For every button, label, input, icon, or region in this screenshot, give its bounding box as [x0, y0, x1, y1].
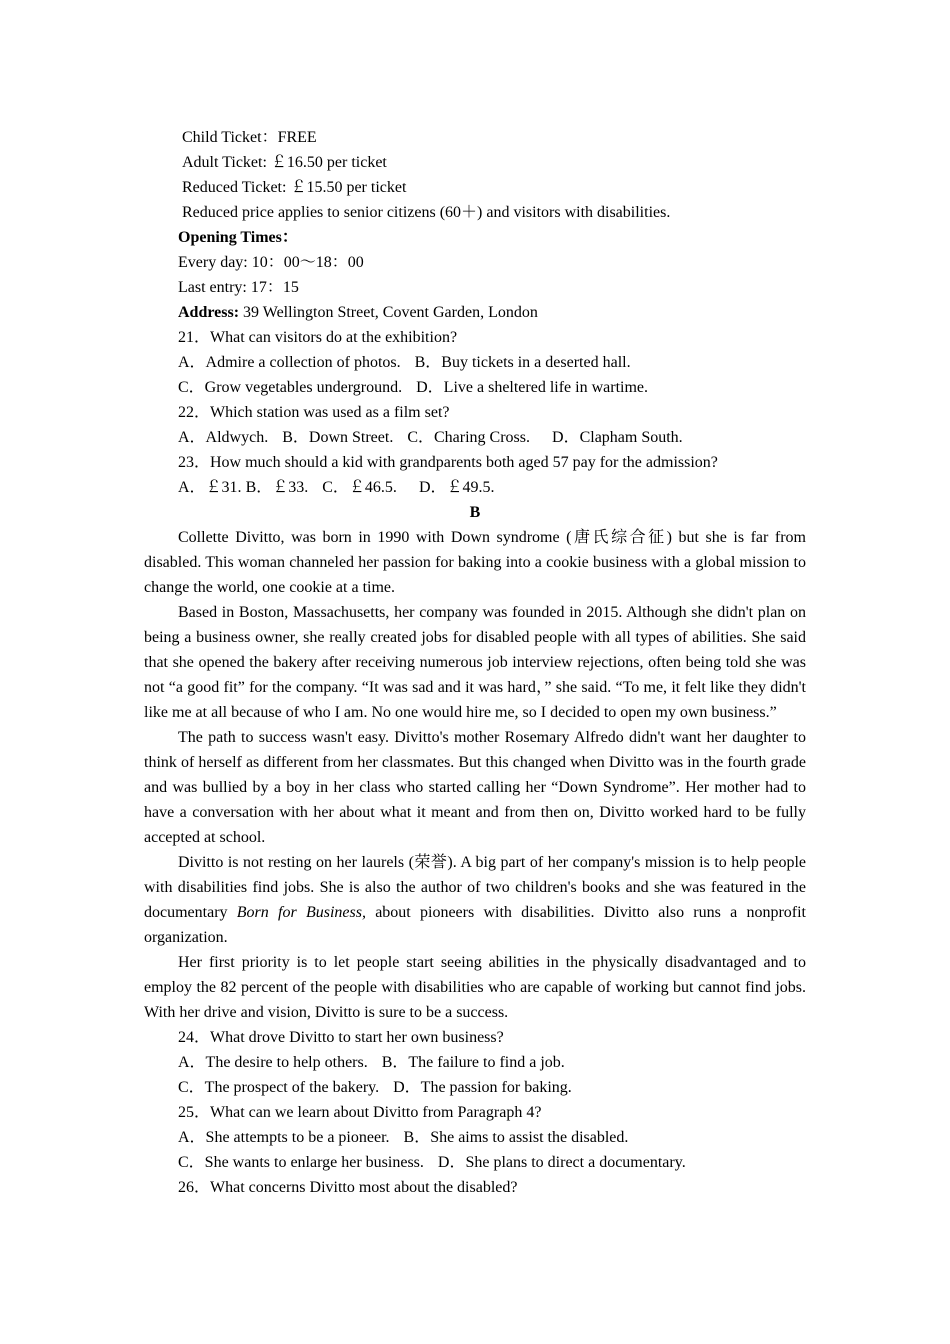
question-22-stem: 22．Which station was used as a film set?: [178, 404, 450, 421]
p4-text-after: about pioneers with disabilities. Divitto also runs a nonprofit organization.: [144, 904, 807, 946]
question-21-stem: 21．What can visitors do at the exhibition?: [178, 329, 458, 346]
address-line: [144, 300, 806, 325]
question-26-stem: 26．What concerns Divitto most about the disabled?: [178, 1179, 518, 1196]
passage-paragraph-3: The path to success wasn't easy. Divitto's mother Rosemary Alfredo didn't want her daughter to think of herself as different from her classmates. But this changed when Divitto was in the fourth grade and was bullied by a boy in her class who started calling her “Down Syndrome”. Her mother had to have a conversation with her about what it meant and from then on, Divitto worked hard to be fully accepted at school.: [144, 729, 806, 846]
reduced-ticket: Reduced Ticket: ￡15.50 per ticket: [182, 179, 407, 196]
q21-option-a: A．Admire a collection of photos.: [178, 354, 401, 371]
address-value: 39 Wellington Street, Covent Garden, London: [239, 304, 538, 321]
opening-every-day: Every day: 10：00～18：00: [178, 254, 364, 271]
question-21-options-cd: [144, 375, 806, 400]
question-24-options-cd: [144, 1075, 806, 1100]
question-21-options-ab: [144, 350, 806, 375]
adult-ticket: Adult Ticket: ￡16.50 per ticket: [182, 154, 387, 171]
question-23-options: [144, 475, 806, 500]
question-24-stem: 24．What drove Divitto to start her own business?: [178, 1029, 504, 1046]
opening-times-heading: Opening Times：: [178, 229, 298, 246]
q24-option-a: A．The desire to help others.: [178, 1054, 368, 1071]
p4-text-before: Divitto is not resting on her laurels (荣誉). A big part of her company's mission is to help people with disabilities find jobs. She is also the author of two children's books and she was featured in the documentary: [144, 854, 806, 921]
opening-last-entry: Last entry: 17：15: [178, 279, 299, 296]
q24-option-c: C．The prospect of the bakery.: [178, 1079, 380, 1096]
section-b-heading: B: [469, 504, 481, 521]
q22-option-b: B．Down Street.: [282, 429, 394, 446]
q23-option-c: C．￡46.5.: [322, 479, 397, 496]
document-page: [144, 125, 806, 1200]
q25-option-a: A．She attempts to be a pioneer.: [178, 1129, 390, 1146]
q23-option-a: A．￡31.: [178, 479, 242, 496]
q21-option-b: B．Buy tickets in a deserted hall.: [414, 354, 631, 371]
q22-option-c: C．Charing Cross.: [407, 429, 531, 446]
passage-paragraph-1: Collette Divitto, was born in 1990 with Down syndrome (唐氏综合征) but she is far from disabled. This woman channeled her passion for baking into a cookie business with a global mission to change the world, one cookie at a time.: [144, 529, 806, 596]
q22-option-a: A．Aldwych.: [178, 429, 269, 446]
address-label: Address:: [178, 304, 240, 321]
reduced-note: Reduced price applies to senior citizens (60＋) and visitors with disabilities.: [182, 204, 671, 221]
q23-option-d: D．￡49.5.: [418, 479, 495, 496]
passage-paragraph-4: [144, 850, 806, 950]
question-25-options-cd: [144, 1150, 806, 1175]
q21-option-c: C．Grow vegetables underground.: [178, 379, 403, 396]
question-25-stem: 25．What can we learn about Divitto from Paragraph 4?: [178, 1104, 542, 1121]
q22-option-d: D．Clapham South.: [552, 429, 683, 446]
passage-paragraph-5: Her first priority is to let people start seeing abilities in the physically disadvantaged and to employ the 82 percent of the people with disabilities who are capable of working but cannot find jobs. With her drive and vision, Divitto is sure to be a success.: [144, 954, 806, 1021]
q24-option-b: B．The failure to find a job.: [381, 1054, 565, 1071]
q25-option-c: C．She wants to enlarge her business.: [178, 1154, 424, 1171]
question-24-options-ab: [144, 1050, 806, 1075]
passage-paragraph-2: Based in Boston, Massachusetts, her company was founded in 2015. Although she didn't plan on being a business owner, she really created jobs for disabled people with all types of abilities. She said that she opened the bakery after receiving numerous job interview rejections, often being told she was not “a good fit” for the company. “It was sad and it was hard，” she said. “To me, it felt like they didn't like me at all because of who I am. No one would hire me, so I decided to open my own business.”: [144, 604, 806, 721]
question-22-options: [144, 425, 806, 450]
q21-option-d: D．Live a sheltered life in wartime.: [416, 379, 649, 396]
q23-option-b: B．￡33.: [245, 479, 309, 496]
documentary-title: Born for Business,: [236, 904, 366, 921]
child-ticket: Child Ticket：FREE: [182, 129, 317, 146]
q25-option-d: D．She plans to direct a documentary.: [437, 1154, 686, 1171]
q24-option-d: D．The passion for baking.: [393, 1079, 572, 1096]
q25-option-b: B．She aims to assist the disabled.: [403, 1129, 629, 1146]
question-23-stem: 23．How much should a kid with grandparents both aged 57 pay for the admission?: [178, 454, 718, 471]
question-25-options-ab: [144, 1125, 806, 1150]
